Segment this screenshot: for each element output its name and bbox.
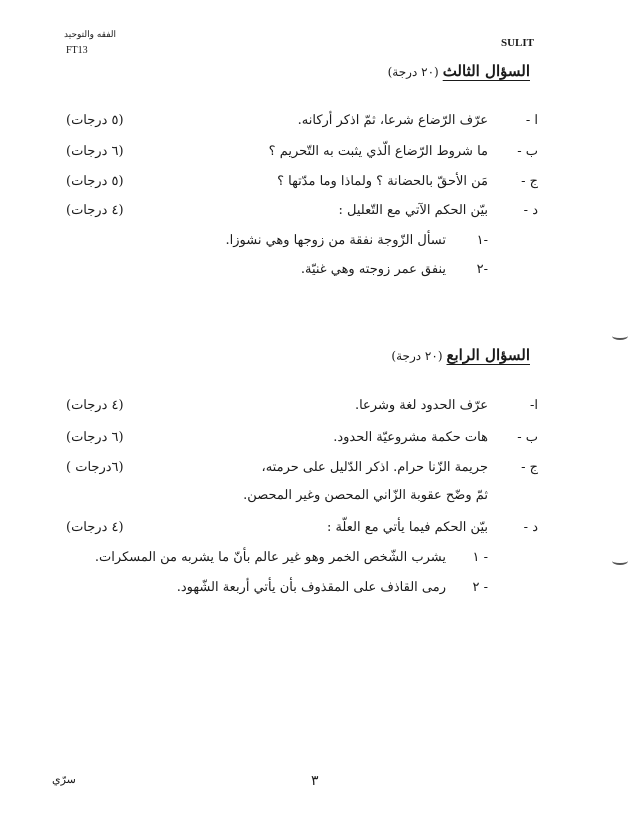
q3-item-num: ج -	[521, 174, 538, 189]
q4-item-text-continued: ثمّ وضّح عقوبة الزّاني المحصن وغير المحصن.	[243, 488, 488, 503]
q4-item-marks: (٦ درجات)	[66, 430, 124, 445]
q3-item-marks: (٦ درجات)	[66, 144, 124, 159]
question-3-marks: (٢٠ درجة)	[387, 65, 439, 79]
q3-item-text: بيّن الحكم الآتي مع التّعليل :	[338, 203, 488, 218]
q3-subitem-text: تسأل الزّوجة نفقة من زوجها وهي نشوزا.	[225, 233, 446, 248]
q4-subitem-text: رمى القاذف على المقذوف بأن يأتي أربعة الشّهود.	[176, 580, 446, 595]
q4-item-text: عرّف الحدود لغة وشرعا.	[354, 398, 488, 413]
q3-item-num: ب -	[517, 144, 538, 159]
course-code: FT13	[66, 45, 88, 56]
q3-item-marks: (٤ درجات)	[66, 203, 124, 218]
q3-subitem-num: ٢-	[476, 262, 488, 277]
q4-item-num: ا-	[529, 398, 538, 413]
q3-subitem-num: ١-	[476, 233, 488, 248]
question-3-title: السؤال الثالث	[442, 62, 530, 80]
q4-item-text: هات حكمة مشروعيّة الحدود.	[333, 430, 488, 445]
q3-item-marks: (٥ درجات)	[66, 174, 124, 189]
page-number: ٣	[311, 773, 319, 789]
q3-item-num: ا -	[525, 113, 538, 128]
q4-item-text: بيّن الحكم فيما يأتي مع العلّة :	[326, 520, 488, 535]
subject-label: الفقه والتوحيد	[64, 30, 116, 40]
question-4-marks: (٢٠ درجة)	[391, 349, 443, 363]
q4-item-num: ب -	[517, 430, 538, 445]
q4-item-text: جريمة الزّنا حرام. اذكر الدّليل على حرمته،	[261, 460, 488, 475]
q4-subitem-num: ٢ -	[472, 580, 488, 595]
q4-subitem-text: يشرب الشّخص الخمر وهو غير عالم بأنّ ما يشربه من المسكرات.	[94, 550, 446, 565]
q4-item-marks: (٦درجات )	[66, 460, 124, 475]
q4-item-marks: (٤ درجات)	[66, 398, 124, 413]
q4-subitem-num: ١ -	[472, 550, 488, 565]
classification-label: SULIT	[501, 37, 535, 49]
scan-mark	[612, 557, 628, 565]
q4-item-num: ج -	[521, 460, 538, 475]
q3-item-marks: (٥ درجات)	[66, 113, 124, 128]
q4-item-num: د -	[523, 520, 538, 535]
q3-item-num: د -	[523, 203, 538, 218]
q3-item-text: ما شروط الرّضاع الّذي يثبت به التّحريم ؟	[268, 144, 488, 159]
question-4-heading	[391, 346, 530, 364]
question-4-title: السؤال الرابع	[446, 346, 530, 364]
footer-classification: سرّي	[52, 773, 76, 786]
q4-item-marks: (٤ درجات)	[66, 520, 124, 535]
q3-item-text: مَن الأحقّ بالحضانة ؟ ولماذا وما مدّتها ؟	[277, 174, 488, 189]
q3-item-text: عرّف الرّضاع شرعا، ثمّ اذكر أركانه.	[297, 113, 488, 128]
question-3-heading	[388, 62, 530, 80]
q3-subitem-text: ينفق عمر زوجته وهي غنيّة.	[300, 262, 446, 277]
scan-mark	[612, 332, 628, 340]
